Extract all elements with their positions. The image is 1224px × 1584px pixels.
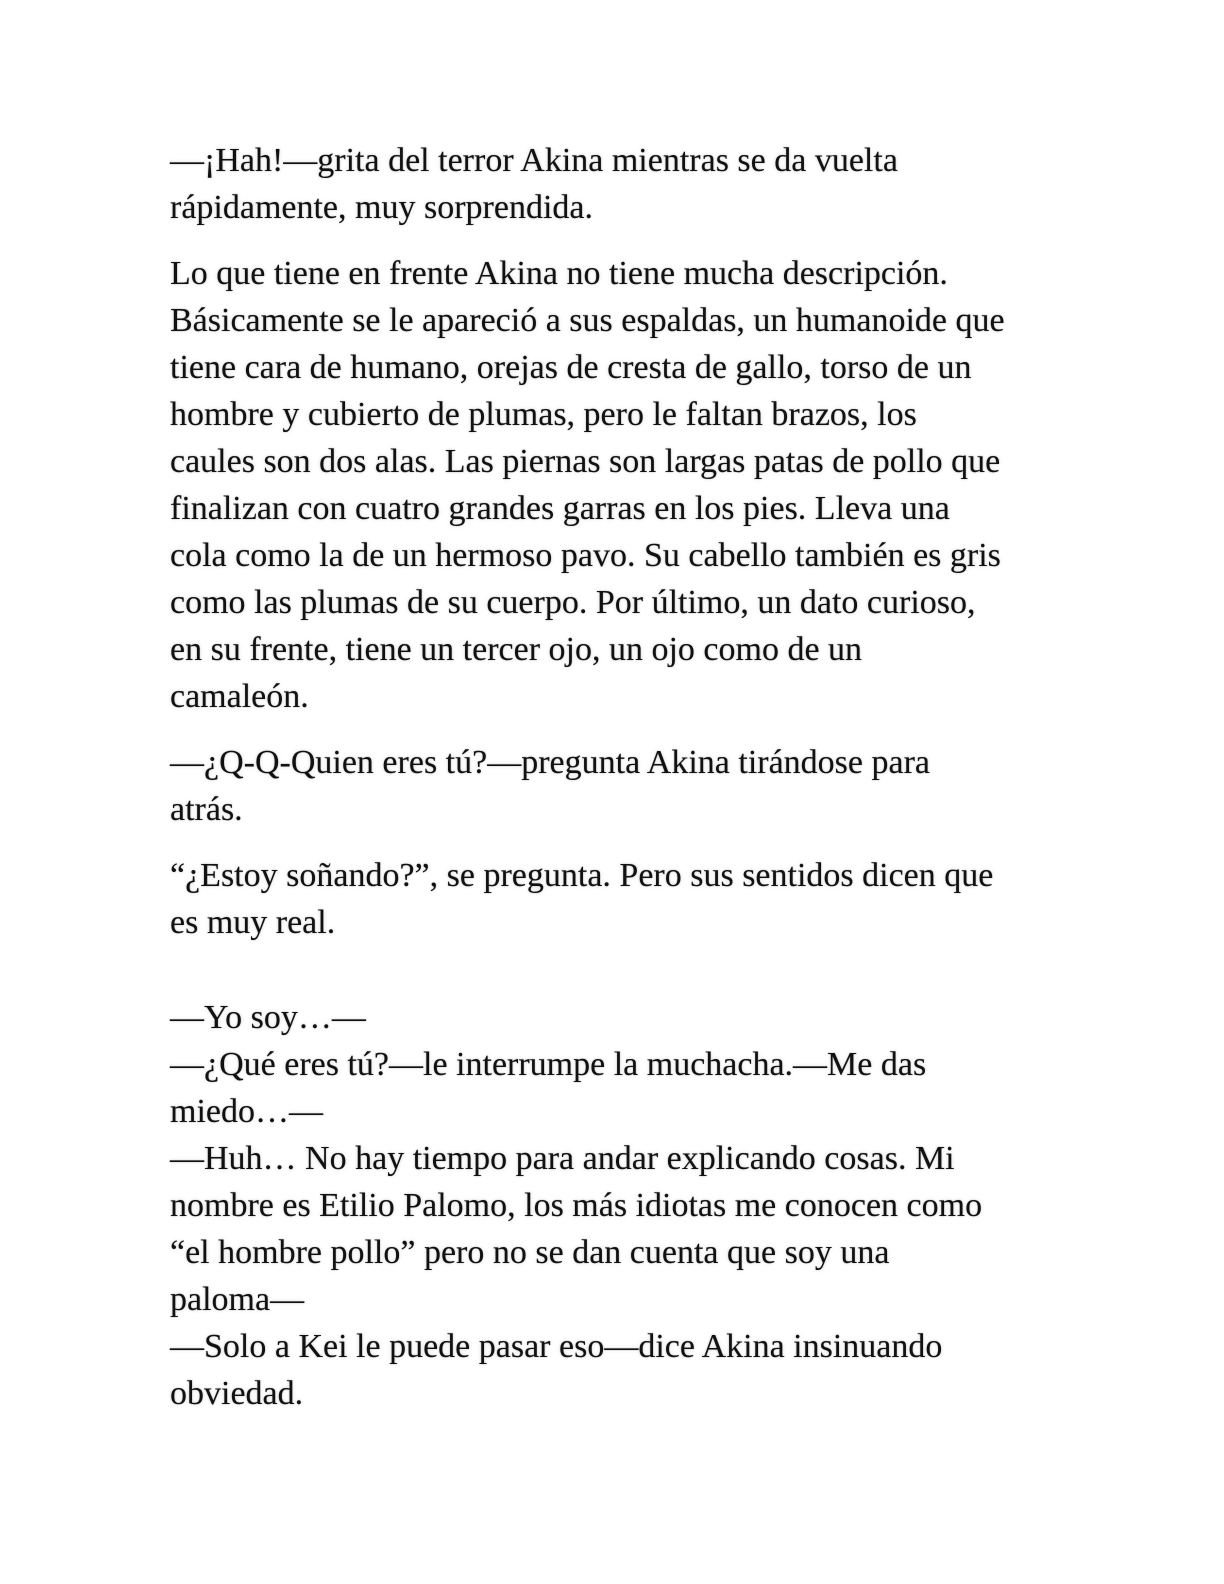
text-line: nombre es Etilio Palomo, los más idiotas me conocen como — [170, 1187, 983, 1224]
text-line: caules son dos alas. Las piernas son largas patas de pollo que — [170, 443, 1001, 480]
paragraph — [170, 250, 1070, 720]
paragraph — [170, 852, 1070, 946]
text-line: —¡Hah!—grita del terror Akina mientras se da vuelta — [170, 142, 898, 179]
text-line: paloma— — [170, 1281, 305, 1318]
paragraph — [170, 137, 1070, 231]
text-line: finalizan con cuatro grandes garras en los pies. Lleva una — [170, 490, 950, 527]
text-line: —¿Qué eres tú?—le interrumpe la muchacha.—Me das — [170, 1046, 927, 1083]
text-line: “el hombre pollo” pero no se dan cuenta que soy una — [170, 1234, 890, 1271]
text-line: en su frente, tiene un tercer ojo, un ojo como de un — [170, 631, 863, 668]
text-line: Lo que tiene en frente Akina no tiene mucha descripción. — [170, 255, 948, 292]
text-line: miedo…— — [170, 1093, 323, 1130]
text-line: —Yo soy…— — [170, 999, 366, 1036]
text-line: tiene cara de humano, orejas de cresta de gallo, torso de un — [170, 349, 972, 386]
text-line: —Huh… No hay tiempo para andar explicando cosas. Mi — [170, 1140, 955, 1177]
text-line: “¿Estoy soñando?”, se pregunta. Pero sus sentidos dicen que — [170, 857, 994, 894]
paragraph — [170, 994, 1070, 1417]
text-line: —Solo a Kei le puede pasar eso—dice Akina insinuando — [170, 1328, 943, 1365]
text-line: rápidamente, muy sorprendida. — [170, 189, 593, 226]
text-line: es muy real. — [170, 904, 336, 941]
text-line: cola como la de un hermoso pavo. Su cabello también es gris — [170, 537, 1001, 574]
text-line: camaleón. — [170, 678, 309, 715]
text-line: Básicamente se le apareció a sus espaldas, un humanoide que — [170, 302, 1005, 339]
text-line: como las plumas de su cuerpo. Por último, un dato curioso, — [170, 584, 976, 621]
document-body — [170, 137, 1070, 1417]
paragraph — [170, 739, 1070, 833]
text-line: —¿Q-Q-Quien eres tú?—pregunta Akina tirándose para — [170, 744, 931, 781]
text-line: hombre y cubierto de plumas, pero le faltan brazos, los — [170, 396, 917, 433]
text-line: obviedad. — [170, 1375, 304, 1412]
text-line: atrás. — [170, 791, 243, 828]
